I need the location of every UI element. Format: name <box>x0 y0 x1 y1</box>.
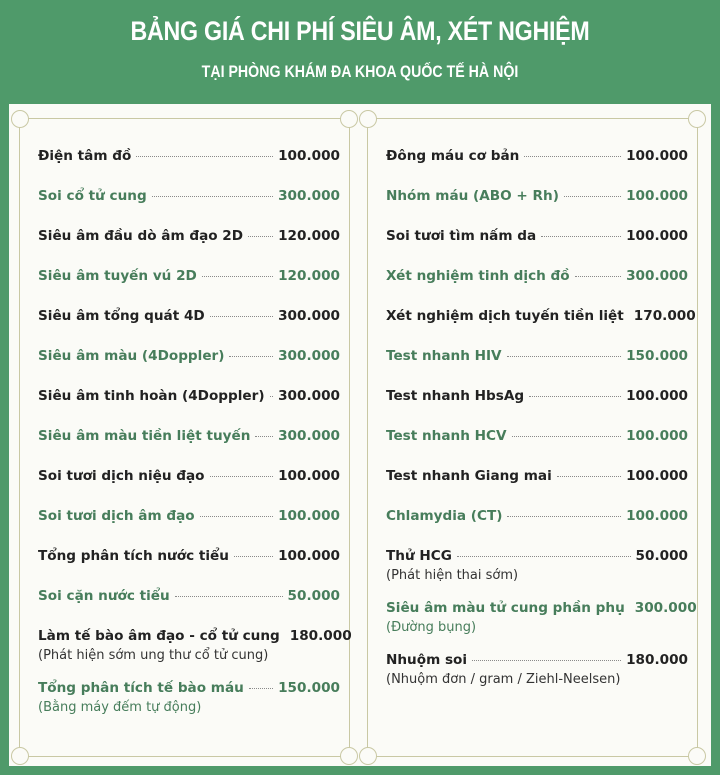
service-price: 100.000 <box>626 388 688 404</box>
service-price: 50.000 <box>635 548 688 564</box>
dotted-leader <box>512 435 622 437</box>
price-item <box>386 595 697 647</box>
service-name: Siêu âm màu tử cung phần phụ <box>386 600 625 616</box>
price-item <box>386 223 688 263</box>
service-price: 300.000 <box>278 388 340 404</box>
service-note: (Đường bụng) <box>386 620 477 635</box>
service-price: 100.000 <box>278 468 340 484</box>
price-row <box>38 343 340 383</box>
price-item <box>38 463 340 503</box>
service-price: 120.000 <box>278 268 340 284</box>
price-row <box>386 423 688 463</box>
price-item <box>38 675 340 727</box>
price-row <box>38 463 340 503</box>
price-item <box>38 143 340 183</box>
service-price: 100.000 <box>278 148 340 164</box>
service-name: Test nhanh HIV <box>386 348 502 364</box>
price-item <box>38 223 340 263</box>
price-row <box>386 463 688 503</box>
service-price: 150.000 <box>278 680 340 696</box>
dotted-leader <box>210 475 274 477</box>
dotted-leader <box>248 235 273 237</box>
price-item <box>38 263 340 303</box>
service-name: Tổng phân tích nước tiểu <box>38 548 229 564</box>
price-item <box>38 623 352 675</box>
service-name: Tổng phân tích tế bào máu <box>38 680 244 696</box>
left-price-panel <box>19 118 350 757</box>
panel-corner-ornament <box>340 110 358 128</box>
service-name: Làm tế bào âm đạo - cổ tử cung <box>38 628 280 644</box>
price-item <box>386 183 688 223</box>
price-item <box>386 383 688 423</box>
right-price-panel <box>367 118 698 757</box>
service-price: 300.000 <box>278 188 340 204</box>
service-price: 180.000 <box>626 652 688 668</box>
dotted-leader <box>564 195 621 197</box>
price-item <box>38 183 340 223</box>
service-price: 100.000 <box>278 548 340 564</box>
panel-corner-ornament <box>11 747 29 765</box>
service-name: Xét nghiệm tinh dịch đồ <box>386 268 570 284</box>
price-row <box>386 183 688 223</box>
dotted-leader <box>507 515 621 517</box>
service-price: 300.000 <box>626 268 688 284</box>
price-item <box>38 343 340 383</box>
price-item <box>386 423 688 463</box>
service-price: 100.000 <box>626 508 688 524</box>
price-item <box>386 263 688 303</box>
service-price: 50.000 <box>287 588 340 604</box>
price-item <box>38 583 340 623</box>
service-name: Điện tâm đồ <box>38 148 132 164</box>
price-list-header <box>0 0 720 104</box>
dotted-leader <box>457 555 631 557</box>
price-row <box>38 583 340 623</box>
dotted-leader <box>270 395 274 397</box>
price-item <box>386 647 688 699</box>
service-name: Xét nghiệm dịch tuyến tiền liệt <box>386 308 624 324</box>
price-row <box>38 303 340 343</box>
price-list-content <box>9 104 711 766</box>
service-name: Soi cặn nước tiểu <box>38 588 170 604</box>
price-row <box>38 143 340 183</box>
price-row <box>386 263 688 303</box>
dotted-leader <box>541 235 621 237</box>
price-item <box>386 463 688 503</box>
dotted-leader <box>210 315 273 317</box>
dotted-leader <box>557 475 621 477</box>
price-row <box>386 143 688 183</box>
service-price: 100.000 <box>626 468 688 484</box>
price-item <box>386 143 688 183</box>
panel-corner-ornament <box>11 110 29 128</box>
dotted-leader <box>575 275 621 277</box>
service-name: Siêu âm tuyến vú 2D <box>38 268 197 284</box>
price-row <box>386 223 688 263</box>
price-item <box>38 503 340 543</box>
dotted-leader <box>529 395 621 397</box>
service-name: Soi tươi dịch âm đạo <box>38 508 195 524</box>
service-price: 100.000 <box>626 188 688 204</box>
dotted-leader <box>249 687 273 689</box>
dotted-leader <box>175 595 283 597</box>
price-row <box>386 303 696 343</box>
price-row <box>38 263 340 303</box>
service-price: 300.000 <box>278 348 340 364</box>
service-name: Siêu âm màu (4Doppler) <box>38 348 225 364</box>
page-title: BẢNG GIÁ CHI PHÍ SIÊU ÂM, XÉT NGHIỆM <box>130 16 590 46</box>
service-price: 100.000 <box>626 428 688 444</box>
service-name: Nhóm máu (ABO + Rh) <box>386 188 559 204</box>
service-price: 100.000 <box>626 148 688 164</box>
dotted-leader <box>200 515 273 517</box>
price-row <box>38 183 340 223</box>
dotted-leader <box>234 555 273 557</box>
left-price-list <box>38 143 352 727</box>
price-row <box>38 223 340 263</box>
service-price: 150.000 <box>626 348 688 364</box>
service-note: (Nhuộm đơn / gram / Ziehl-Neelsen) <box>386 672 621 687</box>
panel-corner-ornament <box>340 747 358 765</box>
price-row <box>386 383 688 423</box>
dotted-leader <box>524 155 621 157</box>
price-row <box>386 503 688 543</box>
panel-corner-ornament <box>688 747 706 765</box>
price-item <box>386 303 696 343</box>
right-price-list <box>386 143 697 699</box>
price-item <box>38 423 340 463</box>
price-row <box>38 503 340 543</box>
dotted-leader <box>472 659 621 661</box>
service-name: Siêu âm tinh hoàn (4Doppler) <box>38 388 265 404</box>
price-row <box>386 343 688 383</box>
service-name: Siêu âm tổng quát 4D <box>38 308 205 324</box>
service-price: 180.000 <box>289 628 352 644</box>
service-note: (Bằng máy đếm tự động) <box>38 700 202 715</box>
service-name: Siêu âm đầu dò âm đạo 2D <box>38 228 244 244</box>
price-item <box>38 543 340 583</box>
dotted-leader <box>202 275 273 277</box>
service-price: 120.000 <box>278 228 340 244</box>
service-note: (Phát hiện thai sớm) <box>386 568 519 583</box>
panel-corner-ornament <box>359 110 377 128</box>
service-name: Chlamydia (CT) <box>386 508 503 524</box>
service-note: (Phát hiện sớm ung thư cổ tử cung) <box>38 648 269 663</box>
dotted-leader <box>229 355 273 357</box>
price-item <box>38 383 340 423</box>
service-name: Thử HCG <box>386 548 452 564</box>
panel-corner-ornament <box>359 747 377 765</box>
dotted-leader <box>136 155 273 157</box>
service-price: 300.000 <box>278 428 340 444</box>
service-name: Nhuộm soi <box>386 652 468 668</box>
service-name: Soi cổ tử cung <box>38 188 147 204</box>
service-name: Test nhanh HCV <box>386 428 507 444</box>
service-price: 170.000 <box>633 308 696 324</box>
service-price: 100.000 <box>626 228 688 244</box>
service-price: 300.000 <box>278 308 340 324</box>
dotted-leader <box>152 195 273 197</box>
service-price: 300.000 <box>634 600 697 616</box>
price-row <box>38 423 340 463</box>
service-name: Đông máu cơ bản <box>386 148 520 164</box>
price-row <box>38 383 340 423</box>
price-row <box>38 543 340 583</box>
service-name: Soi tươi dịch niệu đạo <box>38 468 205 484</box>
service-name: Soi tươi tìm nấm da <box>386 228 537 244</box>
service-price: 100.000 <box>278 508 340 524</box>
service-name: Test nhanh HbsAg <box>386 388 525 404</box>
dotted-leader <box>255 435 273 437</box>
price-item <box>386 503 688 543</box>
price-item <box>386 343 688 383</box>
panel-corner-ornament <box>688 110 706 128</box>
dotted-leader <box>507 355 621 357</box>
service-name: Siêu âm màu tiền liệt tuyến <box>38 428 251 444</box>
service-name: Test nhanh Giang mai <box>386 468 552 484</box>
page-subtitle: TẠI PHÒNG KHÁM ĐA KHOA QUỐC TẾ HÀ NỘI <box>201 63 519 81</box>
price-item <box>38 303 340 343</box>
price-item <box>386 543 688 595</box>
